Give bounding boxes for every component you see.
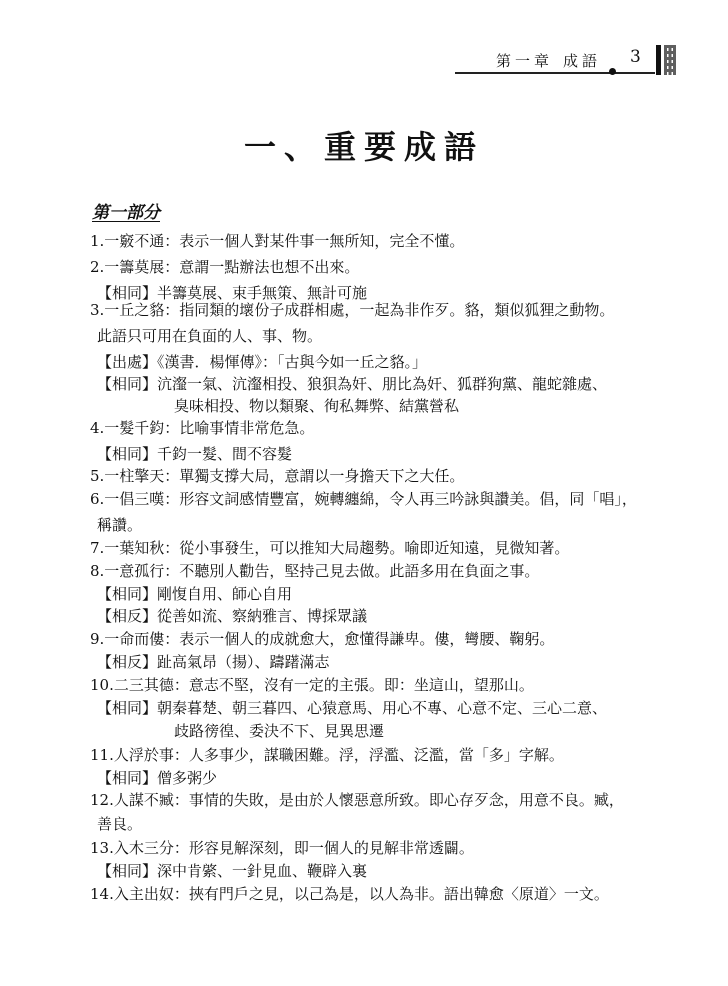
page-title: 一、重要成語 [243,128,484,166]
entry-line: 善良。 [97,815,143,833]
entry-line: 3.一丘之貉：指同類的壞份子成群相處，一起為非作歹。貉，類似狐狸之動物。 [90,301,615,319]
entry-line: 【相同】僧多粥少 [97,769,218,787]
entry-line: 此語只可用在負面的人、事、物。 [97,327,323,345]
entry-line: 歧路徬徨、委決不下、見異思遷 [174,722,385,740]
entry-line: 【出處】《漢書．楊惲傳》：「古與今如一丘之貉。」 [97,353,428,371]
entry-line: 【相同】深中肯綮、一針見血、鞭辟入裏 [97,862,368,880]
entry-line: 7.一葉知秋：從小事發生，可以推知大局趨勢。喻即近知遠，見微知著。 [90,539,570,557]
header-rule [455,72,655,74]
header-dot-ornament [609,68,616,75]
entry-line: 【相同】朝秦暮楚、朝三暮四、心猿意馬、用心不專、心意不定、三心二意、 [97,699,608,717]
entry-line: 4.一髮千鈞：比喻事情非常危急。 [90,419,315,437]
entry-line: 13.入木三分：形容見解深刻，即一個人的見解非常透闢。 [90,839,474,857]
entry-line: 12.人謀不臧：事情的失敗，是由於人懷惡意所致。即心存歹念，用意不良。臧， [90,791,624,809]
entry-line: 11.人浮於事：人多事少，謀職困難。浮，浮濫、泛濫，當「多」字解。 [90,746,564,764]
running-header-section: 成語 [563,52,602,70]
entry-line: 14.入主出奴：挾有門戶之見，以己為是，以人為非。語出韓愈〈原道〉一文。 [90,885,609,903]
entry-line: 1.一竅不通：表示一個人對某件事一無所知，完全不懂。 [90,232,465,250]
entry-line: 【相反】從善如流、察納雅言、博採眾議 [97,607,368,625]
entry-line: 8.一意孤行：不聽別人勸告，堅持己見去做。此語多用在負面之事。 [90,562,540,580]
header-tab-ornament [656,45,661,75]
header-grid-ornament [664,45,676,75]
running-header-chapter: 第一章 [496,52,554,70]
entry-line: 【相反】趾高氣昂（揚）、躊躇滿志 [97,653,330,671]
entry-line: 【相同】沆瀣一氣、沆瀣相投、狼狽為奸、朋比為奸、狐群狗黨、龍蛇雜處、 [97,375,608,393]
entry-line: 5.一柱擎天：單獨支撐大局，意謂以一身擔天下之大任。 [90,467,465,485]
entry-line: 10.二三其德：意志不堅，沒有一定的主張。即：坐這山，望那山。 [90,676,534,694]
entry-line: 【相同】千鈞一髮、間不容髮 [97,445,293,463]
entry-line: 6.一倡三嘆：形容文詞感情豐富，婉轉纏綿，令人再三吟詠與讚美。倡，同「唱」， [90,490,637,508]
page-number: 3 [630,47,641,67]
entry-line: 稱讚。 [97,516,143,534]
entry-line: 【相同】剛愎自用、師心自用 [97,585,293,603]
entry-line: 9.一命而僂：表示一個人的成就愈大，愈懂得謙卑。僂，彎腰、鞠躬。 [90,630,555,648]
entry-line: 【相同】半籌莫展、束手無策、無計可施 [97,284,368,302]
entry-line: 2.一籌莫展：意謂一點辦法也想不出來。 [90,258,360,276]
entry-line: 臭味相投、物以類聚、徇私舞弊、結黨營私 [174,397,460,415]
part-heading: 第一部分 [92,203,160,223]
